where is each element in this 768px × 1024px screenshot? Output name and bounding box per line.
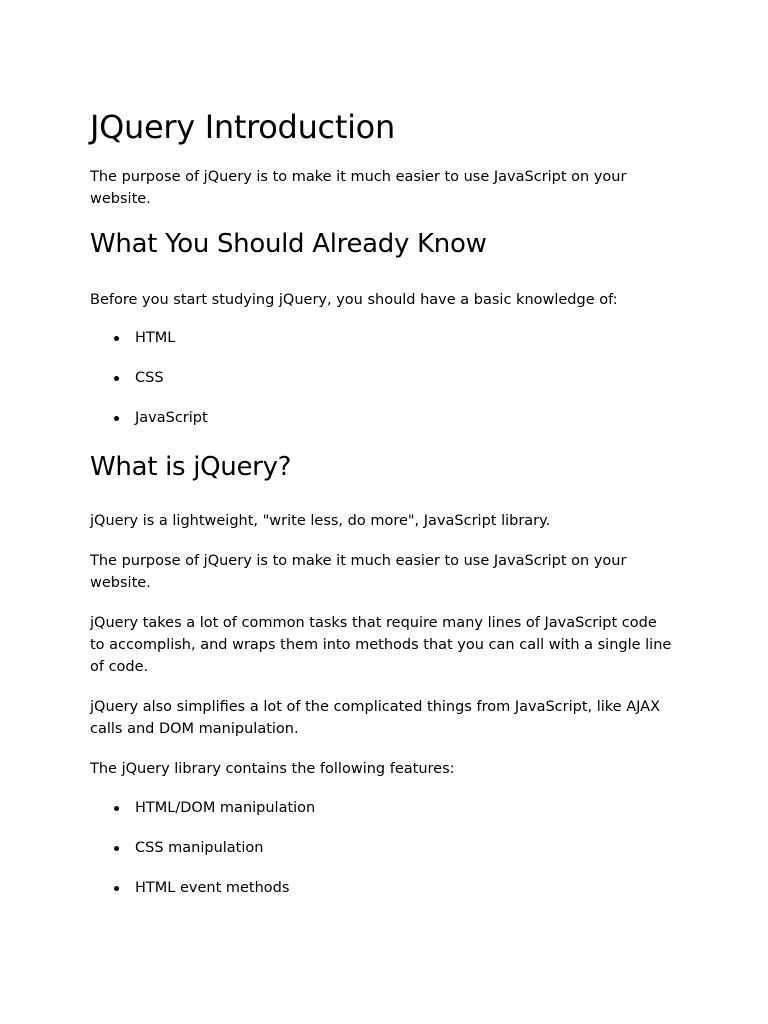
body-paragraph: jQuery takes a lot of common tasks that require many lines of JavaScript code to accomplish, and wraps them into methods that you can call with a single line of code. [90, 615, 672, 675]
list-item: HTML [90, 327, 670, 349]
list-item: JavaScript [90, 407, 670, 429]
intro-paragraph: The purpose of jQuery is to make it much easier to use JavaScript on your website. [90, 169, 627, 207]
body-paragraph: The jQuery library contains the following features: [90, 761, 455, 777]
page-title: JQuery Introduction [90, 108, 395, 146]
list-item: HTML/DOM manipulation [90, 797, 670, 819]
body-paragraph: jQuery also simplifies a lot of the complicated things from JavaScript, like AJAX calls and DOM manipulation. [90, 699, 661, 737]
list-item: HTML event methods [90, 877, 670, 899]
list-item: CSS manipulation [90, 837, 670, 859]
list-item: CSS [90, 367, 670, 389]
prerequisites-lead-paragraph: Before you start studying jQuery, you should have a basic knowledge of: [90, 292, 618, 308]
body-paragraph: The purpose of jQuery is to make it much easier to use JavaScript on your website. [90, 553, 627, 591]
section-heading-prerequisites: What You Should Already Know [90, 229, 487, 259]
prerequisites-list [90, 327, 670, 447]
body-paragraph: jQuery is a lightweight, "write less, do more", JavaScript library. [90, 513, 551, 529]
what-is-jquery-body [90, 510, 675, 798]
features-list [90, 797, 670, 917]
section-heading-what-is-jquery: What is jQuery? [90, 452, 292, 482]
